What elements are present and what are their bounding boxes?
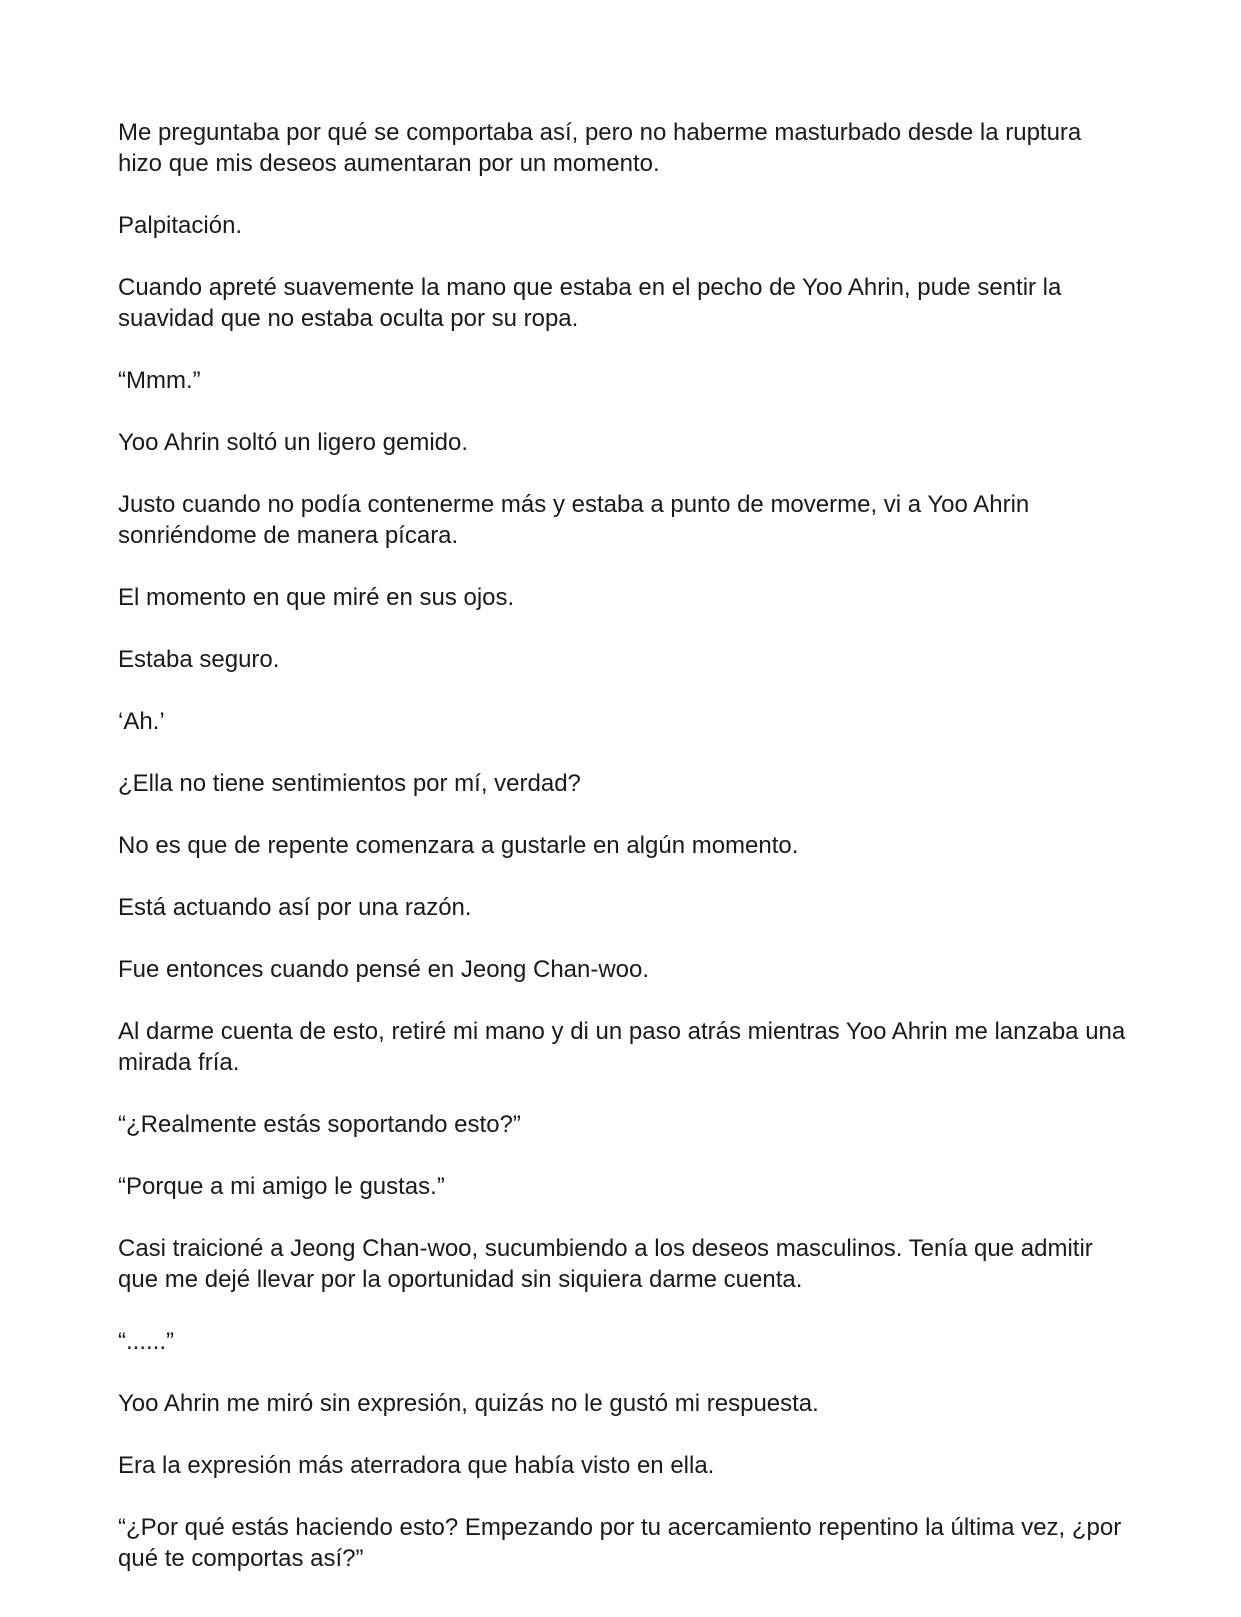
paragraph: El momento en que miré en sus ojos. bbox=[118, 584, 515, 611]
paragraph: Justo cuando no podía contenerme más y estaba a punto de moverme, vi a Yoo Ahrin sonriéndome de manera pícara. bbox=[118, 491, 1030, 549]
paragraph: “Mmm.” bbox=[118, 367, 201, 394]
paragraph: “......” bbox=[118, 1328, 174, 1355]
paragraph: “¿Realmente estás soportando esto?” bbox=[118, 1111, 521, 1138]
paragraph: Está actuando así por una razón. bbox=[118, 894, 472, 921]
paragraph: No es que de repente comenzara a gustarle en algún momento. bbox=[118, 832, 799, 859]
paragraph: Fue entonces cuando pensé en Jeong Chan-woo. bbox=[118, 956, 650, 983]
paragraph: Era la expresión más aterradora que había visto en ella. bbox=[118, 1452, 715, 1479]
paragraph: Casi traicioné a Jeong Chan-woo, sucumbiendo a los deseos masculinos. Tenía que admitir que me dejé llevar por la oportunidad sin siquiera darme cuenta. bbox=[118, 1235, 1093, 1293]
paragraph: “Porque a mi amigo le gustas.” bbox=[118, 1173, 445, 1200]
paragraph: “¿Por qué estás haciendo esto? Empezando por tu acercamiento repentino la última vez, ¿por qué te comportas así?” bbox=[118, 1514, 1122, 1572]
paragraph: Palpitación. bbox=[118, 212, 243, 239]
paragraph: Me preguntaba por qué se comportaba así, pero no haberme masturbado desde la ruptura hizo que mis deseos aumentaran por un momento. bbox=[118, 119, 1082, 177]
paragraph: Al darme cuenta de esto, retiré mi mano y di un paso atrás mientras Yoo Ahrin me lanzaba una mirada fría. bbox=[118, 1018, 1126, 1076]
paragraph: Yoo Ahrin soltó un ligero gemido. bbox=[118, 429, 469, 456]
paragraph: Estaba seguro. bbox=[118, 646, 280, 673]
paragraph: Yoo Ahrin me miró sin expresión, quizás no le gustó mi respuesta. bbox=[118, 1390, 819, 1417]
paragraph: ¿Ella no tiene sentimientos por mí, verdad? bbox=[118, 770, 581, 797]
paragraph: ‘Ah.’ bbox=[118, 708, 165, 735]
document-body bbox=[118, 117, 1128, 1605]
paragraph: Cuando apreté suavemente la mano que estaba en el pecho de Yoo Ahrin, pude sentir la suavidad que no estaba oculta por su ropa. bbox=[118, 274, 1062, 332]
